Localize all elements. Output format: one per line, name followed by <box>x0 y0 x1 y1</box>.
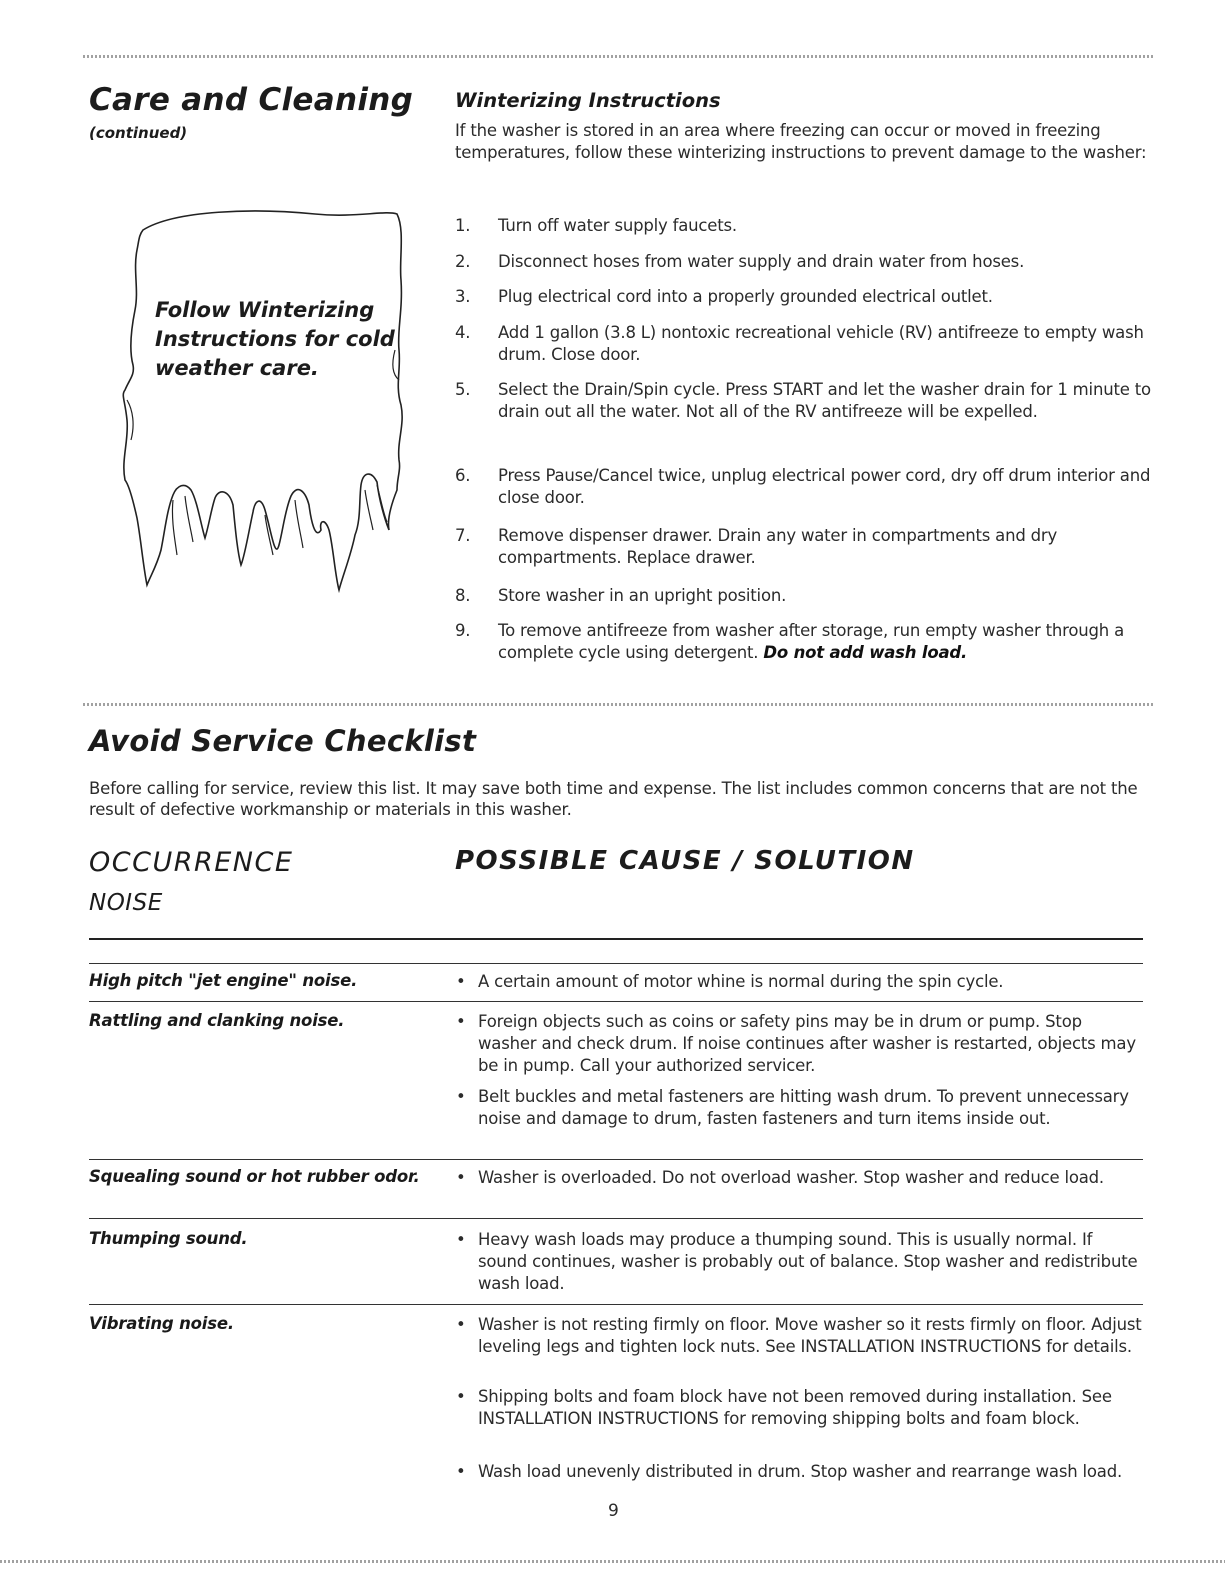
solution-text: Wash load unevenly distributed in drum. Stop washer and rearrange wash load. <box>478 1462 1123 1481</box>
step-text: Turn off water supply faucets. <box>498 216 737 235</box>
bullet: • <box>456 1168 466 1187</box>
step-text: Select the Drain/Spin cycle. Press START and let the washer drain for 1 minute to drain out all the water. Not all of the RV antifreeze will be expelled. <box>498 380 1151 421</box>
winterizing-heading: Winterizing Instructions <box>455 89 721 112</box>
row-rule <box>89 1218 1143 1219</box>
section-title-checklist: Avoid Service Checklist <box>89 724 477 758</box>
step-text: Store washer in an upright position. <box>498 586 787 605</box>
category-noise: NOISE <box>89 890 163 916</box>
row-rule <box>89 1001 1143 1002</box>
step-number: 2. <box>455 252 471 271</box>
page-number: 9 <box>608 1501 619 1521</box>
section-subtitle-continued: (continued) <box>89 124 188 142</box>
step-text: Add 1 gallon (3.8 L) nontoxic recreational vehicle (RV) antifreeze to empty wash drum. Close door. <box>498 323 1144 364</box>
solution-text: Shipping bolts and foam block have not been removed during installation. See INSTALLATION INSTRUCTIONS for removing shipping bolts and foam block. <box>478 1387 1112 1428</box>
step-text: To remove antifreeze from washer after storage, run empty washer through a complete cycle using detergent. <box>498 621 1125 662</box>
step-number: 7. <box>455 526 471 545</box>
top-divider <box>83 55 1153 58</box>
step-number: 1. <box>455 216 471 235</box>
middle-divider <box>83 703 1153 706</box>
bullet: • <box>456 1387 466 1406</box>
checklist-intro: Before calling for service, review this list. It may save both time and expense. The list includes common concerns that are not the result of defective workmanship or materials in this washer. <box>89 779 1138 819</box>
section-title-care: Care and Cleaning <box>89 82 414 118</box>
bullet: • <box>456 1012 466 1031</box>
solution-text: Heavy wash loads may produce a thumping sound. This is usually normal. If sound continues, washer is probably out of balance. Stop washer and redistribute wash load. <box>478 1230 1138 1293</box>
winterizing-intro: If the washer is stored in an area where freezing can occur or moved in freezing temperatures, follow these winterizing instructions to prevent damage to the washer: <box>455 121 1147 162</box>
row-rule <box>89 1159 1143 1160</box>
solution-text: Belt buckles and metal fasteners are hitting wash drum. To prevent unnecessary noise and damage to drum, fasten fasteners and turn items inside out. <box>478 1087 1129 1128</box>
solution-text: A certain amount of motor whine is normal during the spin cycle. <box>478 972 1004 991</box>
row-rule <box>89 963 1143 964</box>
occurrence-label: High pitch "jet engine" noise. <box>89 971 358 990</box>
step-number: 6. <box>455 466 471 485</box>
step-number: 5. <box>455 380 471 399</box>
step-text: Remove dispenser drawer. Drain any water in compartments and dry compartments. Replace drawer. <box>498 526 1058 567</box>
column-header-solution: POSSIBLE CAUSE / SOLUTION <box>455 846 915 876</box>
solution-text: Foreign objects such as coins or safety pins may be in drum or pump. Stop washer and check drum. If noise continues after washer is restarted, objects may be in pump. Call your authorized servicer. <box>478 1012 1136 1075</box>
step-number: 9. <box>455 621 471 640</box>
occurrence-label: Rattling and clanking noise. <box>89 1011 345 1030</box>
step-text: Plug electrical cord into a properly grounded electrical outlet. <box>498 287 993 306</box>
step-number: 4. <box>455 323 471 342</box>
column-header-occurrence: OCCURRENCE <box>89 847 294 878</box>
step-text-wrap <box>498 620 1158 664</box>
occurrence-label: Squealing sound or hot rubber odor. <box>89 1167 420 1186</box>
row-rule <box>89 1304 1143 1305</box>
step-emphasis: Do not add wash load. <box>763 643 968 662</box>
step-number: 8. <box>455 586 471 605</box>
winterizing-callout: Follow Winterizing Instructions for cold weather care. <box>155 298 395 380</box>
bullet: • <box>456 1087 466 1106</box>
occurrence-label: Vibrating noise. <box>89 1314 234 1333</box>
icicle-illustration <box>115 200 405 610</box>
solution-text: Washer is overloaded. Do not overload washer. Stop washer and reduce load. <box>478 1168 1104 1187</box>
bullet: • <box>456 1315 466 1334</box>
solution-text: Washer is not resting firmly on floor. Move washer so it rests firmly on floor. Adjust leveling legs and tighten lock nuts. See INSTALLATION INSTRUCTIONS for details. <box>478 1315 1142 1356</box>
icicle-frame-icon <box>115 200 405 610</box>
step-number: 3. <box>455 287 471 306</box>
bullet: • <box>456 972 466 991</box>
header-rule <box>89 938 1143 940</box>
occurrence-label: Thumping sound. <box>89 1229 248 1248</box>
step-text: Disconnect hoses from water supply and drain water from hoses. <box>498 252 1025 271</box>
bottom-divider <box>0 1560 1225 1563</box>
step-text: Press Pause/Cancel twice, unplug electrical power cord, dry off drum interior and close door. <box>498 466 1151 507</box>
bullet: • <box>456 1230 466 1249</box>
bullet: • <box>456 1462 466 1481</box>
